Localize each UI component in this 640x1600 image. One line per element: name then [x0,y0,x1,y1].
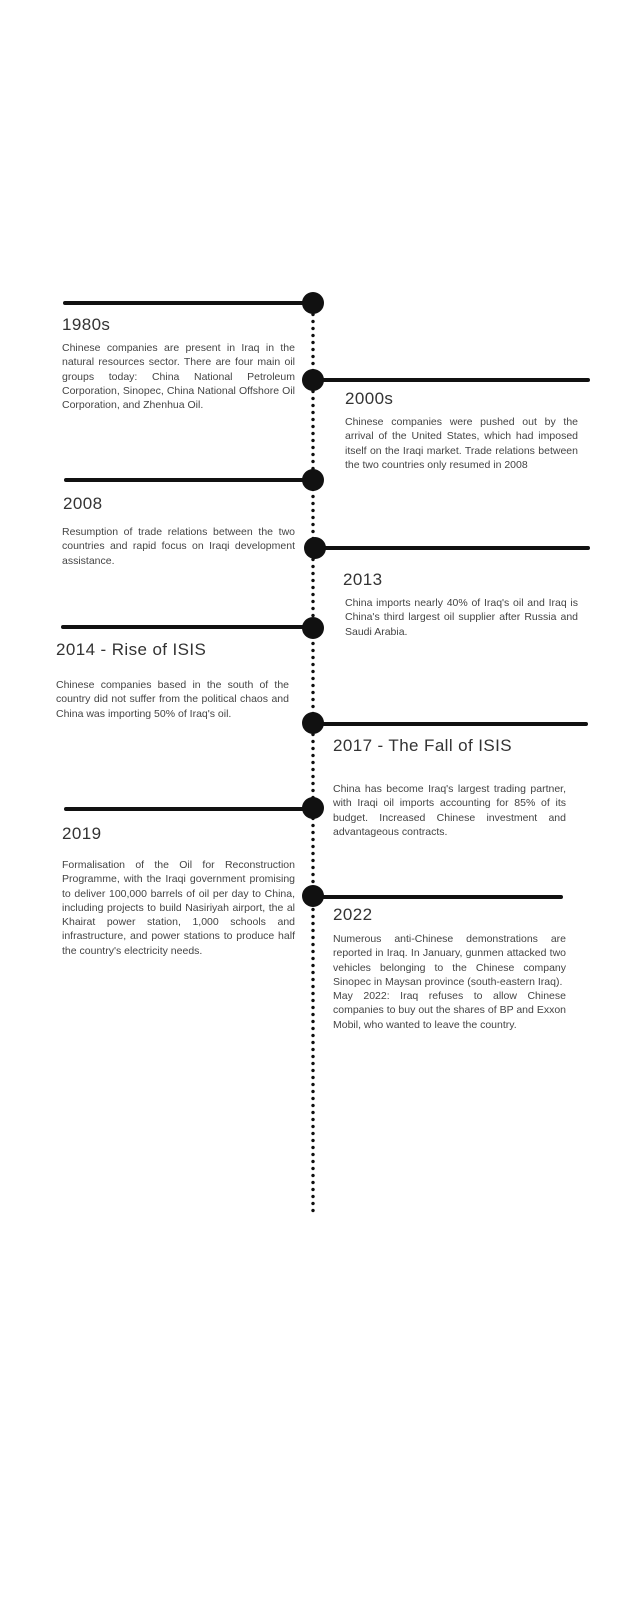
timeline-node-2013 [304,537,326,559]
timeline-connector-2017 [315,722,588,726]
event-text-2022: Numerous anti-Chinese demonstrations are reported in Iraq. In January, gunmen attacked two vehicles belonging to the Chinese company Sinopec in Maysan province (south-eastern Iraq). [333,933,566,988]
event-text-2022-may: May 2022: Iraq refuses to allow Chinese companies to buy out the shares of BP and Exxon Mobil, who wanted to leave the country. [333,990,566,1031]
timeline-connector-2000s [315,378,590,382]
event-year-2017: 2017 - The Fall of ISIS [333,736,512,755]
event-body-2022 [333,932,566,1032]
timeline-node-2008 [302,469,324,491]
event-year-2019: 2019 [62,824,102,843]
event-text-2008: Resumption of trade relations between the two countries and rapid focus on Iraqi development assistance. [62,526,295,567]
timeline-connector-2013 [315,546,590,550]
timeline-connector-2014 [61,625,311,629]
event-text-1980s: Chinese companies are present in Iraq in the natural resources sector. There are four main oil groups today: China National Petroleum Corporation, Sinopec, China National Offshore Oil Corporation, and Zhenhua Oil. [62,342,295,412]
event-year-2013: 2013 [343,570,383,589]
event-year-2022: 2022 [333,905,373,924]
event-text-2000s: Chinese companies were pushed out by the arrival of the United States, which had imposed itself on the Iraqi market. Trade relations between the two countries only resumed in 2008 [345,416,578,471]
timeline-connector-1980s [63,301,311,305]
event-text-2019: Formalisation of the Oil for Reconstruction Programme, with the Iraqi government promising to deliver 100,000 barrels of oil per day to China, including projects to build Nasiriyah airport, the al Khairat power station, 1,000 schools and infrastructure, and power stations to produce half the country's electricity needs. [62,859,295,957]
event-text-2013: China imports nearly 40% of Iraq's oil and Iraq is China's third largest oil supplier after Russia and Saudi Arabia. [345,597,578,638]
event-text-2017: China has become Iraq's largest trading partner, with Iraqi oil imports accounting for 85% of its budget. Increased Chinese investment and advantageous contracts. [333,783,566,838]
timeline-connector-2022 [315,895,563,899]
event-text-2014: Chinese companies based in the south of the country did not suffer from the political chaos and China was importing 50% of Iraq's oil. [56,679,289,720]
event-year-1980s: 1980s [62,315,111,334]
timeline-node-2017 [302,712,324,734]
event-year-2008: 2008 [63,494,103,513]
timeline-node-1980s [302,292,324,314]
timeline-node-2000s [302,369,324,391]
timeline-node-2014 [302,617,324,639]
timeline-node-2019 [302,797,324,819]
timeline-node-2022 [302,885,324,907]
timeline-connector-2008 [64,478,311,482]
event-year-2000s: 2000s [345,389,394,408]
timeline-axis [311,304,315,1214]
timeline-connector-2019 [64,807,311,811]
event-year-2014: 2014 - Rise of ISIS [56,640,207,659]
